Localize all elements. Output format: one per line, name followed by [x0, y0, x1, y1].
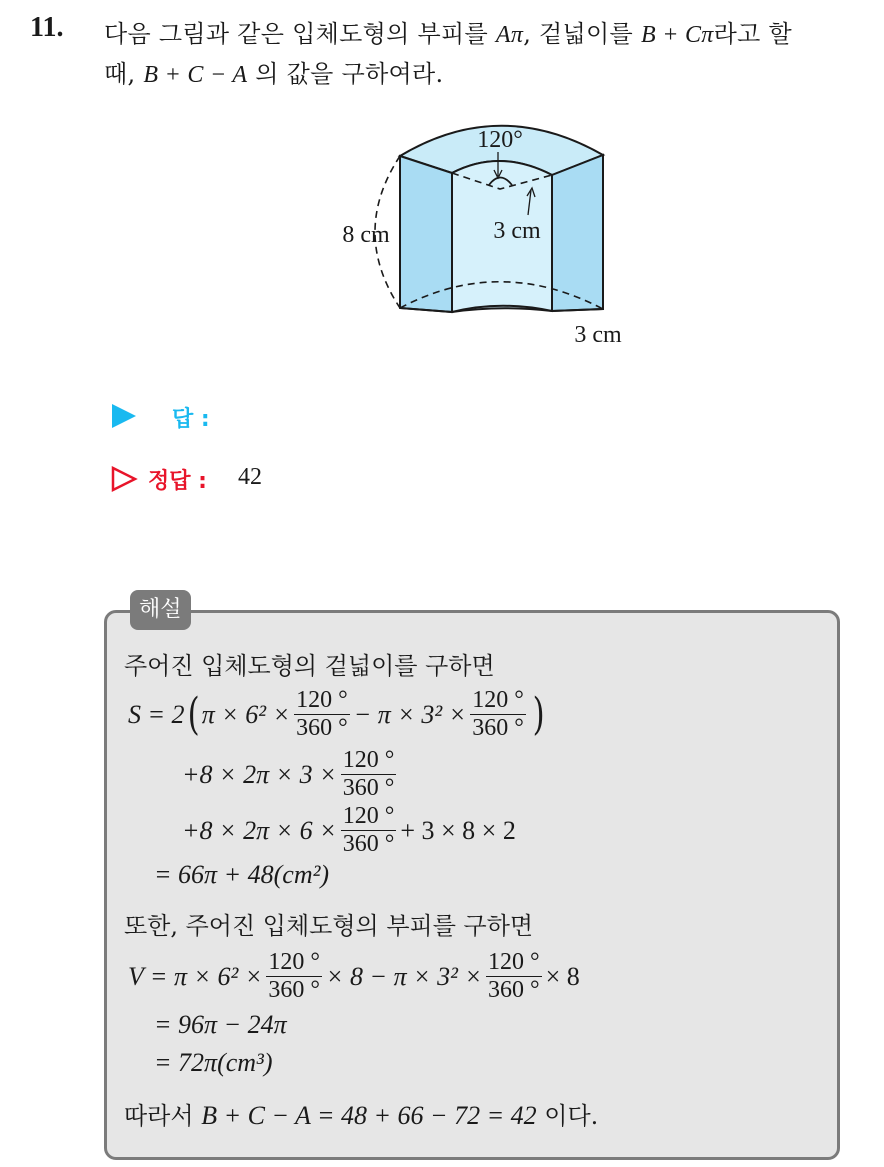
answer-label: 답 : [172, 407, 210, 432]
volume-term: = 96π − 24π [154, 1010, 287, 1039]
correct-answer-label: 정답 : [148, 469, 207, 494]
volume-result [154, 1048, 273, 1078]
surface-term: + 3 × 8 × 2 [400, 815, 516, 845]
volume-term: × 8 [545, 961, 580, 991]
question-text: 때, [104, 60, 144, 88]
solid-figure [320, 110, 650, 360]
surface-equation-line-3 [182, 804, 516, 857]
fraction: $\frac{120 ^\circ}{360 ^\circ}$ [472, 687, 524, 742]
fraction: $\frac{120 ^\circ}{360 ^\circ}$ [342, 803, 395, 858]
final-text: 이다. [536, 1102, 599, 1130]
thickness-label: 3 cm [574, 322, 622, 348]
solution-final-line [124, 1096, 598, 1131]
solution-tag: 해설 [130, 590, 191, 630]
final-equation: B + C − A = 48 + 66 − 72 = 42 [201, 1101, 537, 1130]
outer-right-face [552, 155, 603, 311]
question-text: 의 값을 구하여라. [247, 60, 444, 88]
volume-term: V = π × 6² × [128, 961, 263, 991]
question-line-1 [104, 14, 792, 49]
outer-left-face [400, 156, 452, 312]
target-expression: B + C − A [143, 62, 248, 88]
answer-arrow-icon [112, 404, 136, 428]
surface-expression: B + Cπ [640, 22, 714, 48]
surface-equation-line-1 [128, 688, 547, 741]
solution-line-volume-intro: 또한, 주어진 입체도형의 부피를 구하면 [124, 912, 534, 940]
surface-result [154, 860, 329, 890]
surface-lhs: S = 2 [128, 699, 185, 729]
fraction: $\frac{120 ^\circ}{360 ^\circ}$ [296, 687, 348, 742]
question-text: 다음 그림과 같은 입체도형의 부피를 [104, 20, 496, 48]
surface-term: +8 × 2π × 6 × [182, 815, 337, 845]
surface-equation-line-2 [182, 748, 400, 801]
close-paren: ) [532, 688, 545, 740]
open-paren: ( [187, 688, 200, 740]
question-text: 라고 할 [713, 20, 793, 48]
question-line-2 [104, 54, 443, 89]
correct-answer-triangle-icon [110, 465, 138, 493]
question-text: , 겉넓이를 [523, 20, 641, 48]
height-label: 8 cm [342, 222, 390, 248]
volume-equation-line-1 [128, 950, 580, 1003]
volume-result-value: = 72π(cm³) [154, 1048, 273, 1077]
volume-expression: Aπ [495, 22, 524, 48]
angle-label: 120° [477, 127, 523, 153]
volume-term: × 8 − π × 3² × [325, 961, 482, 991]
fraction: $\frac{120 ^\circ}{360 ^\circ}$ [268, 949, 320, 1004]
question-number: 11. [30, 12, 64, 43]
surface-term: π × 6² × [201, 699, 291, 729]
surface-term: +8 × 2π × 3 × [182, 759, 337, 789]
surface-result-value: = 66π + 48(cm²) [154, 860, 330, 889]
final-text: 따라서 [124, 1102, 202, 1130]
inner-radius-label: 3 cm [493, 218, 541, 244]
fraction: $\frac{120 ^\circ}{360 ^\circ}$ [487, 949, 540, 1004]
fraction: $\frac{120 ^\circ}{360 ^\circ}$ [342, 747, 395, 802]
solution-line-surface-intro: 주어진 입체도형의 겉넓이를 구하면 [124, 652, 495, 680]
volume-equation-line-2 [154, 1010, 287, 1040]
correct-answer-value: 42 [238, 464, 262, 490]
surface-term: − π × 3² × [353, 699, 467, 729]
